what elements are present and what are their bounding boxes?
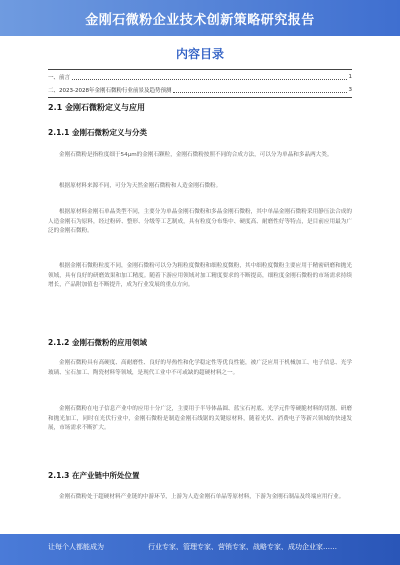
toc-item-label: 二、2023-2028年金刚石微粉行业前景及趋势预测 bbox=[48, 88, 172, 94]
section-heading: 2.1 金刚石微粉定义与应用 bbox=[48, 103, 145, 112]
paragraph: 根据原材料金刚石单晶类型不同，主要分为单晶金刚石微粉和多晶金刚石微粉，其中单晶金刚石微粉采用静压法合成的人造金刚石为原料，经过粉碎、整形、分级等工艺制成，具有粒度分布集中、硬度高、耐磨性好等特点，是目前应用最为广泛的金刚石微粉。 bbox=[48, 209, 352, 235]
paragraph: 金刚石微粉处于超硬材料产业链的中游环节，上游为人造金刚石单晶等原材料，下游为金刚石制品及终端应用行业。 bbox=[59, 494, 345, 500]
toc-item-label: 一、前言 bbox=[48, 75, 71, 81]
paragraph: 金刚石微粉是指粒度细于54μm的金刚石颗粒，金刚石微粉按照不同的合成方法，可以分为单晶和多晶两大类。 bbox=[59, 152, 333, 158]
toc-title: 内容目录 bbox=[175, 47, 224, 61]
subsection-heading: 2.1.2 金刚石微粉的应用领域 bbox=[48, 338, 147, 347]
toc-leader bbox=[173, 88, 346, 93]
toc-item-page: 3 bbox=[348, 87, 352, 93]
footer-slogan: 让每个人都能成为 bbox=[48, 543, 104, 551]
toc-item-page: 1 bbox=[348, 74, 352, 80]
paragraph: 根据金刚石微粉粒度不同，金刚石微粉可以分为粗粒度微粉和细粒度微粉，其中细粒度微粉主要应用于精密研磨和抛光领域，具有良好的研磨效果和加工精度。随着下游应用领域对加工精度要求的不断提高，细粒度金刚石微粉的市场需求持续增长，产品附加值也不断提升，成为行业发展的重点方向。 bbox=[48, 263, 352, 289]
paragraph: 根据原材料来源不同，可分为天然金刚石微粉和人造金刚石微粉。 bbox=[59, 183, 222, 189]
subsection-heading: 2.1.1 金刚石微粉定义与分类 bbox=[48, 128, 147, 137]
paragraph: 金刚石微粉在电子信息产业中的应用十分广泛，主要用于半导体晶圆、蓝宝石衬底、光学元件等硬脆材料的切割、研磨和抛光加工，同时在光伏行业中，金刚石微粉是制造金刚石线锯的关键原材料，随着光伏、消费电子等新兴领域的快速发展，市场需求不断扩大。 bbox=[48, 406, 352, 432]
report-header bbox=[0, 0, 400, 36]
toc-leader bbox=[72, 75, 346, 80]
footer-banner bbox=[0, 534, 400, 565]
toc-item-preface[interactable] bbox=[48, 72, 352, 82]
toc-top-rule bbox=[48, 69, 352, 70]
report-title: 金刚石微粉企业技术创新策略研究报告 bbox=[85, 13, 315, 28]
toc-bottom-rule bbox=[48, 97, 352, 98]
paragraph: 金刚石微粉具有高硬度、高耐磨性、良好的导热性和化学稳定性等优良性能，被广泛应用于机械加工、电子信息、光学玻璃、宝石加工、陶瓷材料等领域，是现代工业中不可或缺的超硬材料之一。 bbox=[48, 360, 352, 376]
subsection-heading: 2.1.3 在产业链中所处位置 bbox=[48, 471, 140, 480]
footer-tags: 行业专家、管理专家、营销专家、战略专家、成功企业家…… bbox=[148, 543, 337, 551]
toc-item-forecast[interactable] bbox=[48, 85, 352, 95]
